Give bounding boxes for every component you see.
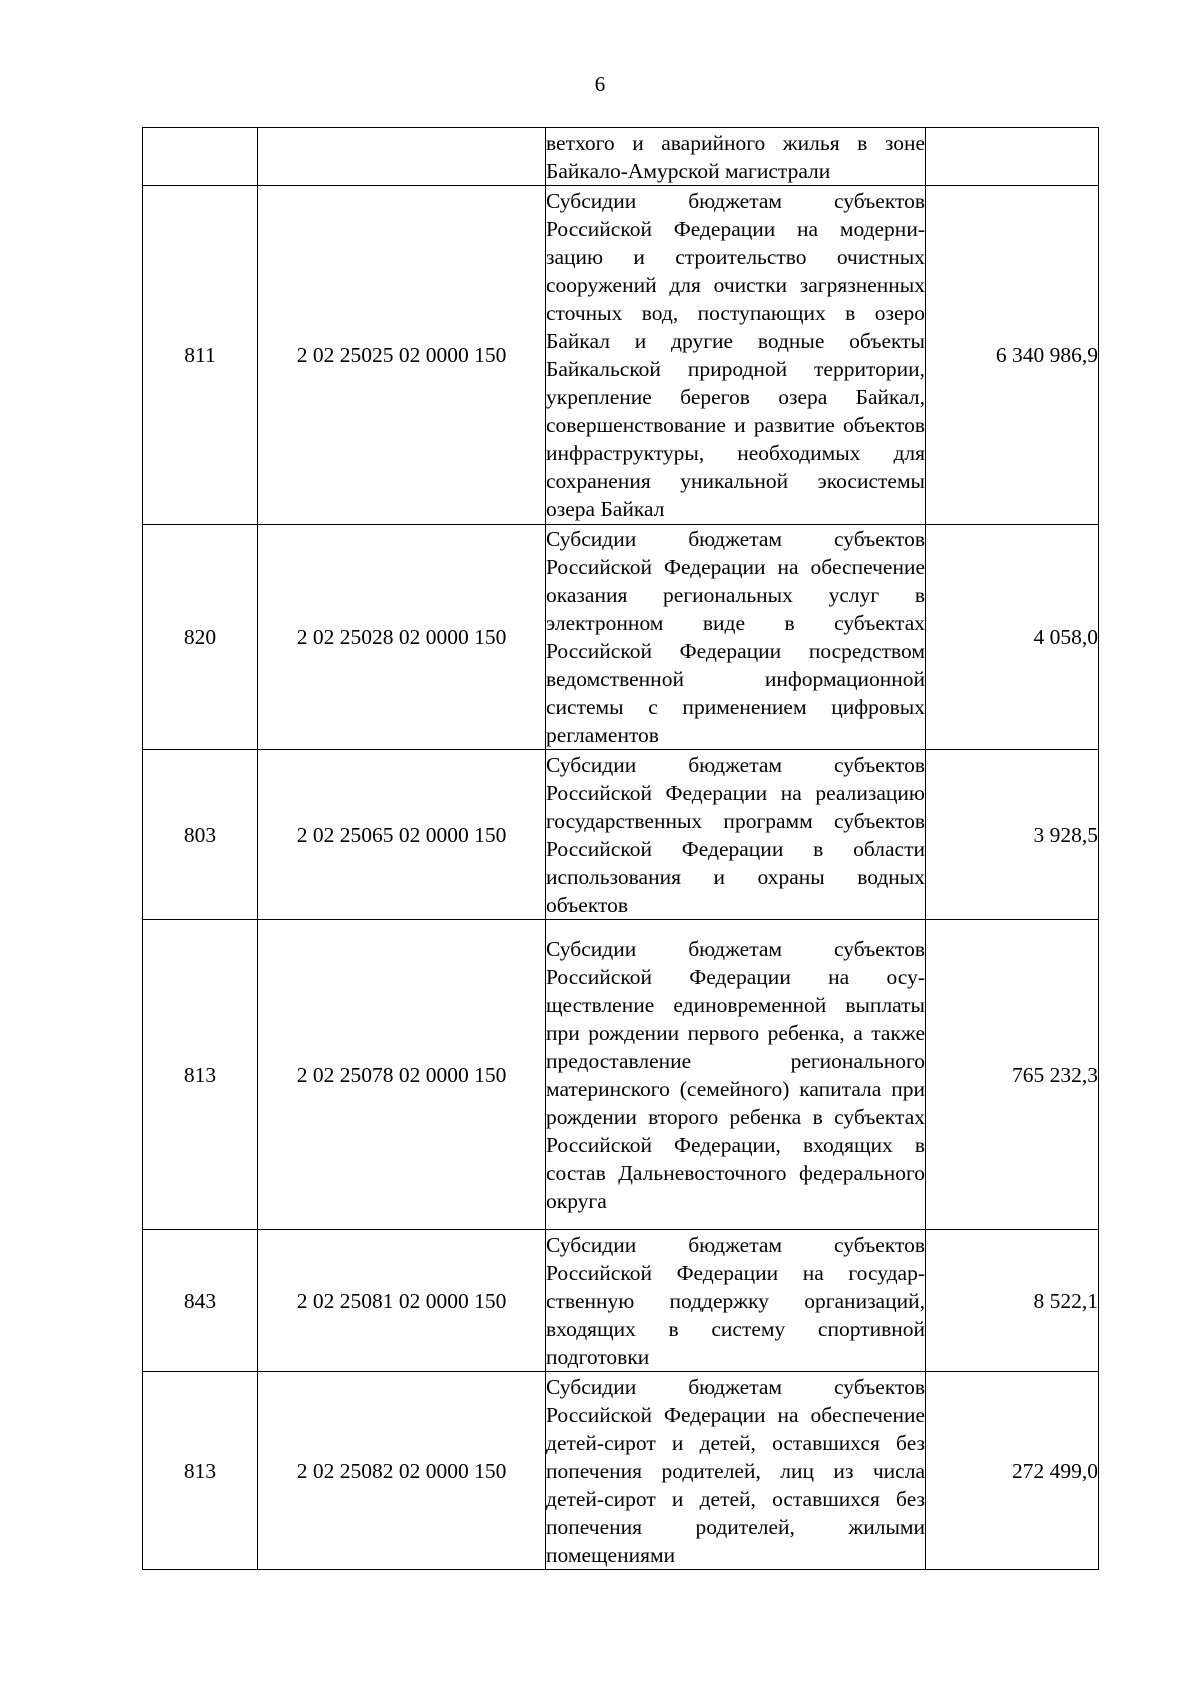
admin-code-cell: 813	[143, 1372, 258, 1570]
revenue-name-cell: Субсидии бюджетам субъектов Российской Федерации на государственную поддержку организаций, входящих в систему спортивной подготовки	[546, 1230, 926, 1372]
amount-cell: 4 058,0	[926, 525, 1099, 750]
budget-classification-code-cell: 2 02 25081 02 0000 150	[258, 1230, 546, 1372]
revenue-name-cell: ветхого и аварийного жилья в зоне Байкало-Амурской магистрали	[546, 128, 926, 186]
budget-revenue-table	[142, 127, 1099, 1570]
budget-classification-code-cell	[258, 128, 546, 186]
page-number: 6	[594, 72, 606, 96]
revenue-name-cell: Субсидии бюджетам субъектов Российской Федерации на обеспечение оказания региональных услуг в электронном виде в субъектах Российской Федерации посредством ведомственной информационной системы с применением цифровых регламентов	[546, 525, 926, 750]
admin-code-cell: 813	[143, 920, 258, 1230]
amount-cell: 6 340 986,9	[926, 186, 1099, 525]
admin-code-cell: 811	[143, 186, 258, 525]
amount-cell: 765 232,3	[926, 920, 1099, 1230]
table-row	[143, 1230, 1099, 1372]
revenue-name-cell: Субсидии бюджетам субъектов Российской Федерации на осуществление единовременной выплаты при рождении первого ребенка, а также предоставление регионального материнского (семейного) капитала при рождении второго ребенка в субъектах Российской Федерации, входящих в состав Дальневосточного федерального округа	[546, 920, 926, 1230]
table-row	[143, 128, 1099, 186]
amount-cell: 3 928,5	[926, 750, 1099, 920]
revenue-name-cell: Субсидии бюджетам субъектов Российской Федерации на обеспечение детей-сирот и детей, оставшихся без попечения родителей, лиц из числа детей-сирот и детей, оставшихся без попечения родителей, жилыми помещениями	[546, 1372, 926, 1570]
table-row	[143, 1372, 1099, 1570]
budget-classification-code-cell: 2 02 25078 02 0000 150	[258, 920, 546, 1230]
admin-code-cell	[143, 128, 258, 186]
admin-code-cell: 820	[143, 525, 258, 750]
admin-code-cell: 843	[143, 1230, 258, 1372]
budget-classification-code-cell: 2 02 25028 02 0000 150	[258, 525, 546, 750]
table-row	[143, 525, 1099, 750]
budget-classification-code-cell: 2 02 25082 02 0000 150	[258, 1372, 546, 1570]
admin-code-cell: 803	[143, 750, 258, 920]
table-row	[143, 750, 1099, 920]
amount-cell	[926, 128, 1099, 186]
revenue-name-cell: Субсидии бюджетам субъектов Российской Федерации на модернизацию и строительство очистных сооружений для очистки загрязненных сточных вод, поступающих в озеро Байкал и другие водные объекты Байкальской природной территории, укрепление берегов озера Байкал, совершенствование и развитие объектов инфраструктуры, необходимых для сохранения уникальной экосистемы озера Байкал	[546, 186, 926, 525]
revenue-name-cell: Субсидии бюджетам субъектов Российской Федерации на реализацию государственных программ субъектов Российской Федерации в области использования и охраны водных объектов	[546, 750, 926, 920]
amount-cell: 272 499,0	[926, 1372, 1099, 1570]
budget-classification-code-cell: 2 02 25065 02 0000 150	[258, 750, 546, 920]
amount-cell: 8 522,1	[926, 1230, 1099, 1372]
table-row	[143, 186, 1099, 525]
table-row	[143, 920, 1099, 1230]
budget-classification-code-cell: 2 02 25025 02 0000 150	[258, 186, 546, 525]
